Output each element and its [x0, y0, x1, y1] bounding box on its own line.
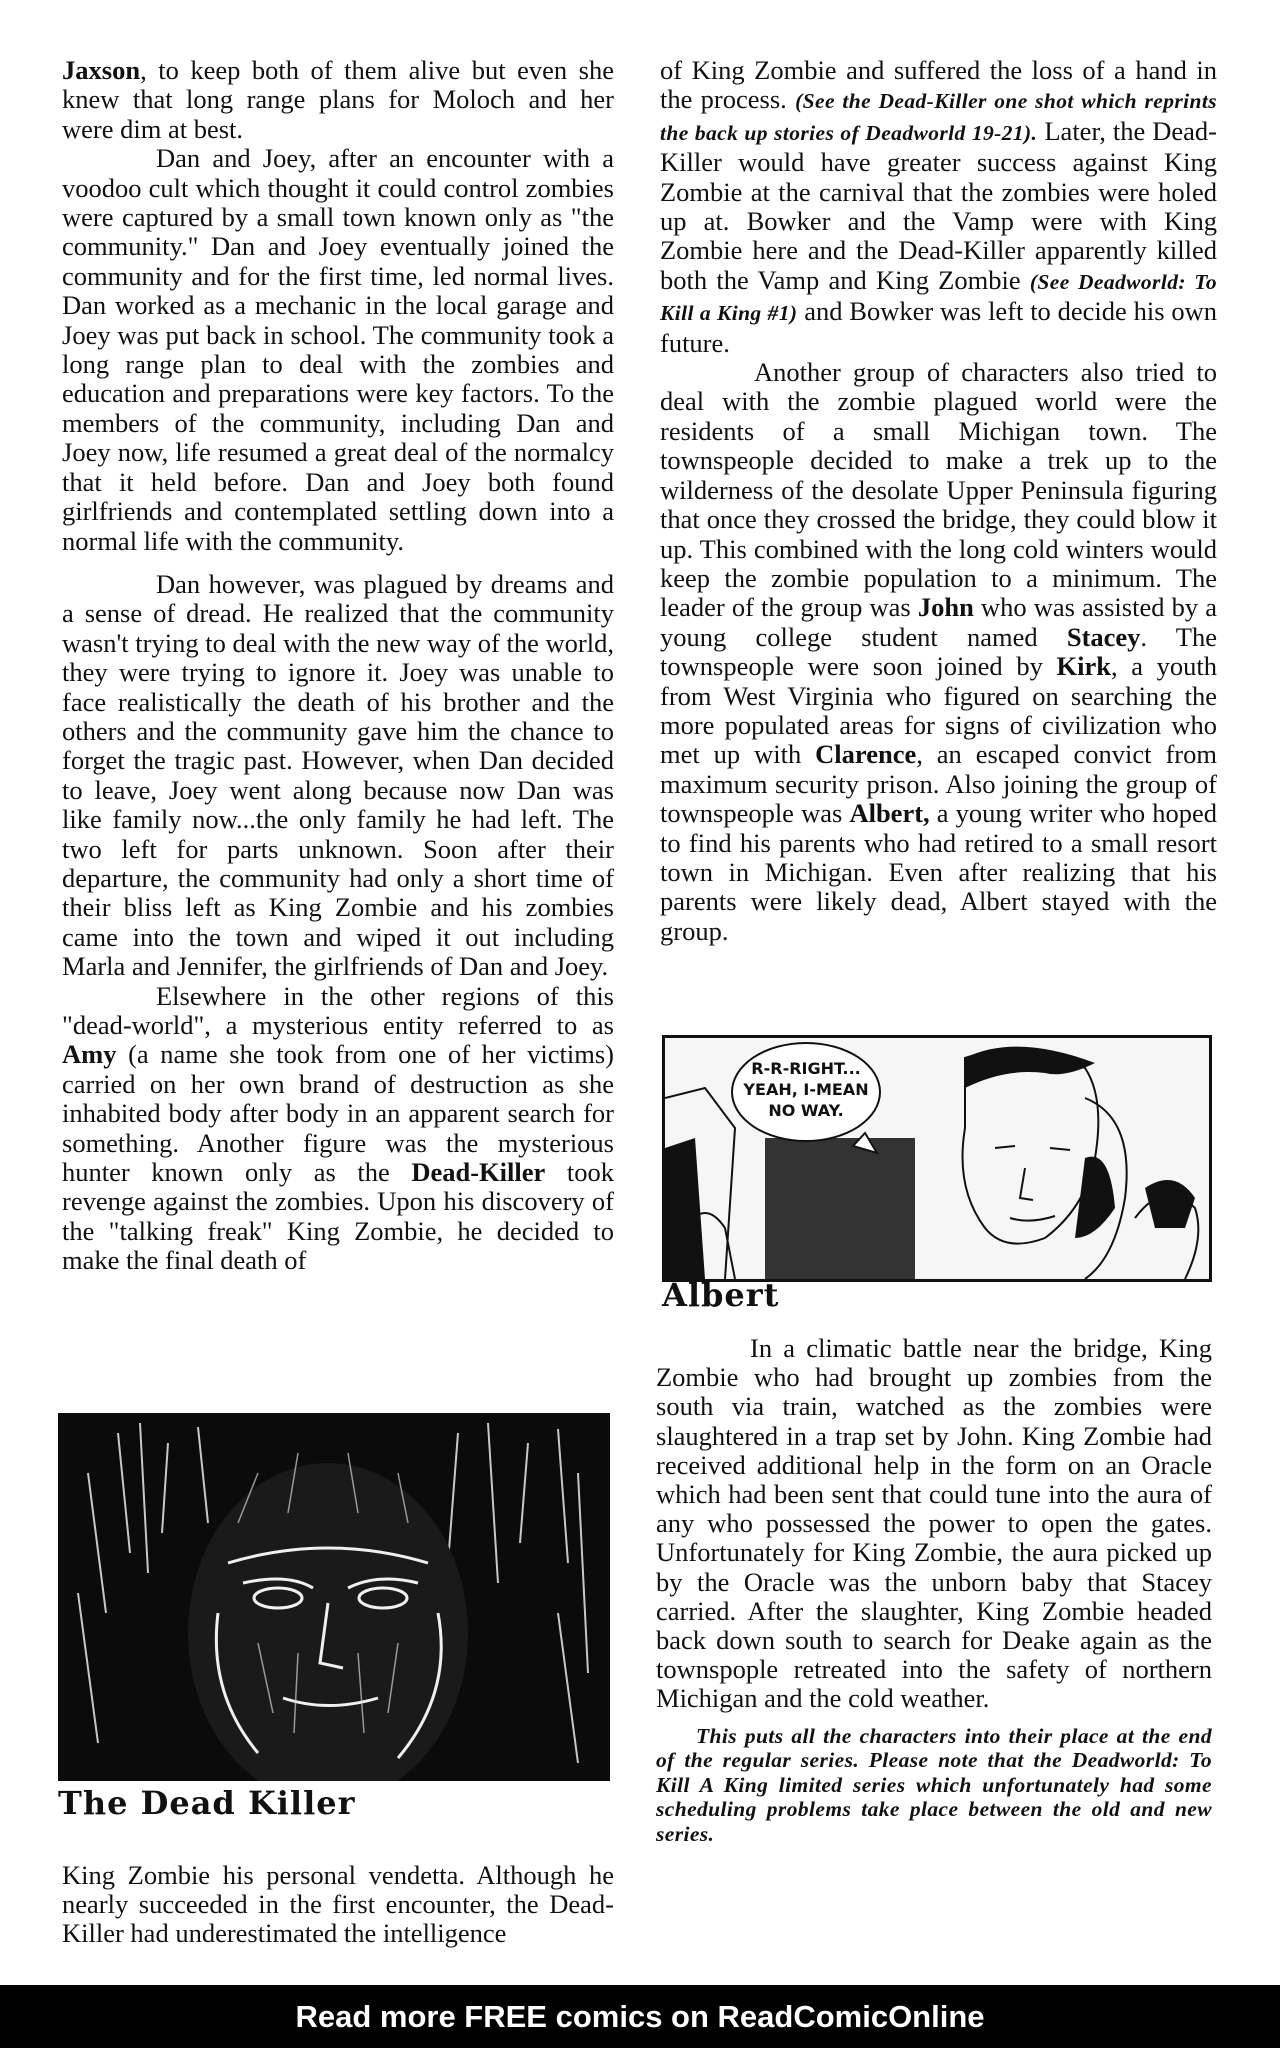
right-column-lower [656, 1334, 1212, 1846]
promo-footer-text: Read more FREE comics on ReadComicOnline [295, 1998, 985, 2034]
left-paragraph-2: Dan and Joey, after an encounter with a voodoo cult which thought it could control zombies were captured by a small town known only as "the community." Dan and Joey eventually joined the community and for the first time, led normal lives. Dan worked as a mechanic in the local garage and Joey was put back in school. The community took a long range plan to deal with the zombies and education and preparations were key factors. To the members of the community, including Dan and Joey now, life resumed a great deal of the normalcy that it held before. Dan and Joey both found girlfriends and contemplated settling down into a normal life with the community. [62, 143, 614, 556]
right-paragraph-3: In a climatic battle near the bridge, King Zombie who had brought up zombies from the south via train, watched as the zombies were slaughtered in a trap set by John. King Zombie had received additional help in the form on an Oracle which had been sent that could tune into the aura of any who possessed the power to open the gates. Unfortunately for King Zombie, the aura picked up by the Oracle was the unborn baby that Stacey carried. After the slaughter, King Zombie headed back down south to search for Deake again as the townspople retreated into the safety of northern Michigan and the cold weather. [656, 1333, 1212, 1714]
left-paragraph-1: Jaxson, to keep both of them alive but even she knew that long range plans for Moloch and her were dim at best. [62, 55, 614, 144]
right-paragraph-1: of King Zombie and suffered the loss of a hand in the process. (See the Dead-Killer one shot which reprints the back up stories of Deadworld 19-21). Later, the Dead-Killer would have greater success against King Zombie at the carnival that the zombies were holed up at. Bowker and the Vamp were with King Zombie here and the Dead-Killer apparently killed both the Vamp and King Zombie (See Deadworld: To Kill a King #1) and Bowker was left to decide his own future. [660, 55, 1218, 358]
right-column [660, 56, 1217, 946]
name-albert: Albert, [849, 798, 930, 829]
left-column-lower [62, 1834, 614, 1975]
albert-panel [662, 1035, 1212, 1282]
speech-bubble: R-R-RIGHT... YEAH, I-MEAN NO WAY. [731, 1042, 881, 1142]
name-amy: Amy [62, 1039, 117, 1070]
name-john: John [917, 592, 974, 623]
right-paragraph-2: Another group of characters also tried to deal with the zombie plagued world were the residents of a small Michigan town. The townspeople decided to make a trek up to the wilderness of the desolate Upper Peninsula figuring that once they crossed the bridge, they could blow it up. This combined with the long cold winters would keep the zombie population to a minimum. The leader of the group was John who was assisted by a young college student named Stacey. The townspeople were soon joined by Kirk, a youth from West Virginia who figured on searching the more populated areas for signs of civilization who met up with Clarence, an escaped convict from maximum security prison. Also joining the group of townspeople was Albert, a young writer who hoped to find his parents who had retired to a small resort town in Michigan. Even after realizing that his parents were likely dead, Albert stayed with the group. [660, 357, 1218, 946]
albert-caption: Albert [662, 1276, 780, 1314]
name-kirk: Kirk [1056, 651, 1111, 682]
dead-killer-art [58, 1413, 610, 1781]
left-paragraph-3: Dan however, was plagued by dreams and a sense of dread. He realized that the community wasn't trying to deal with the new way of the world, they were trying to ignore it. Joey was unable to face realistically the death of his brother and the others and the community gave him the chance to forget the tragic past. However, when Dan decided to leave, Joey went along because now Dan was like family now...the only family he had left. The two left for parts unknown. Soon after their departure, the community had only a short time of their bliss left as King Zombie and his zombies came into the town and wiped it out including Marla and Jennifer, the girlfriends of Dan and Joey. [62, 568, 614, 982]
closing-note: This puts all the characters into their place at the end of the regular series. Please note that the Deadworld: To Kill A King limited series which unfortunately had some scheduling problems take place between the old and new series. [656, 1723, 1212, 1846]
promo-footer [0, 1985, 1280, 2048]
name-jaxson: Jaxson [62, 55, 141, 85]
reference-note-dead-killer: (See the Dead-Killer one shot which reprints the back up stories of Deadworld 19-21). [660, 89, 1217, 145]
dead-killer-illustration [58, 1413, 610, 1781]
reference-note-to-kill-a-king: (See Deadworld: To Kill a King #1) [660, 269, 1217, 326]
name-clarence: Clarence [815, 739, 917, 770]
name-stacey: Stacey [1066, 621, 1141, 652]
left-paragraph-4: Elsewhere in the other regions of this "dead-world", a mysterious entity referred to as Amy (a name she took from one of her victims) carried on her own brand of destruction as she inhabited body after body in an apparent search for something. Another figure was the mysterious hunter known only as the Dead-Killer took revenge against the zombies. Upon his discovery of the "talking freak" King Zombie, he decided to make the final death of [62, 980, 614, 1276]
left-column [62, 56, 614, 1276]
name-dead-killer: Dead-Killer [411, 1157, 546, 1188]
left-paragraph-5: King Zombie his personal vendetta. Although he nearly succeeded in the first encounter, the Dead-Killer had underestimated the intelligence [62, 1859, 614, 1949]
dead-killer-caption: The Dead Killer [58, 1784, 356, 1822]
